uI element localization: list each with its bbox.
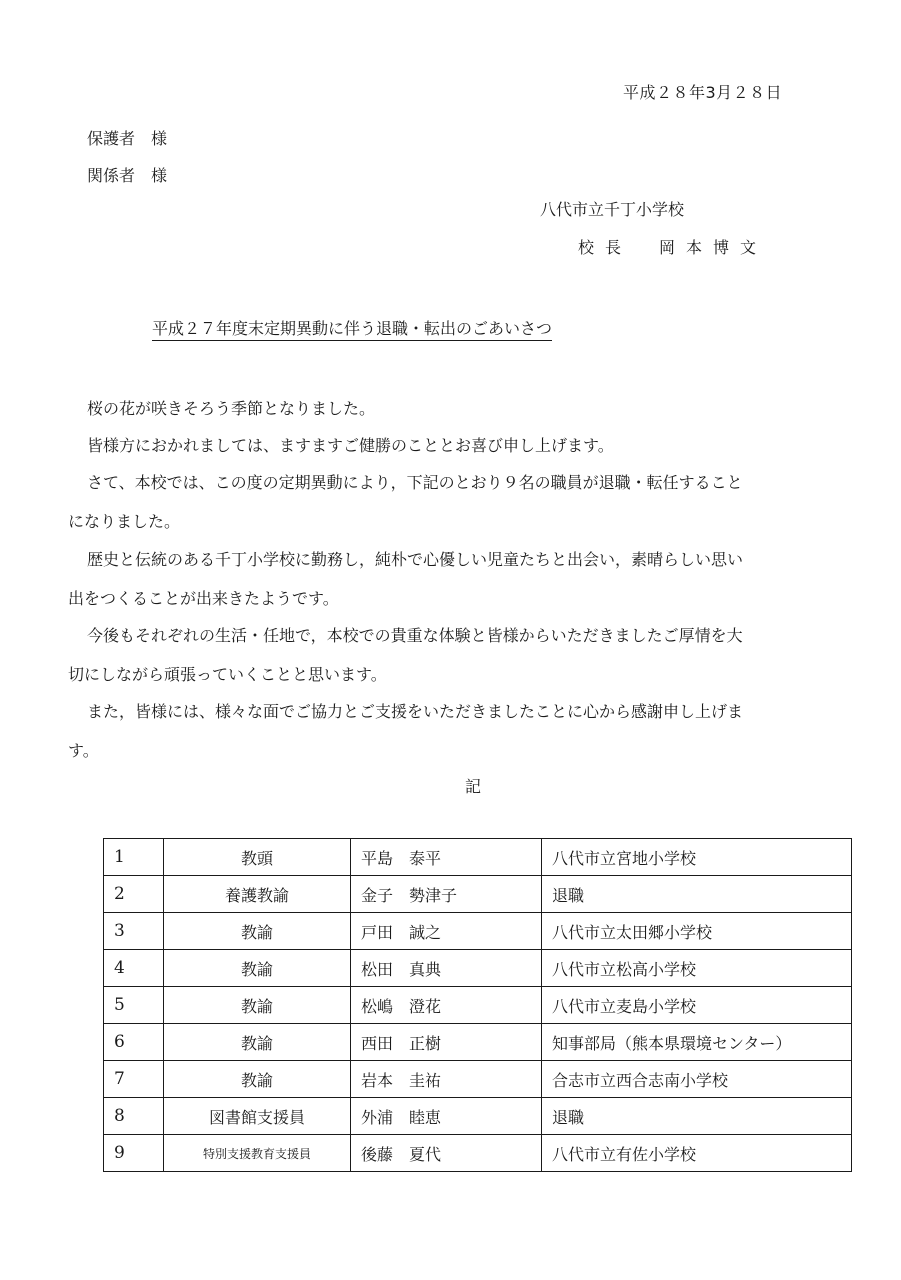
row-number: 2: [104, 876, 164, 913]
staff-role: 特別支援教育支援員: [164, 1135, 351, 1172]
row-number: 6: [104, 1024, 164, 1061]
staff-name: 松田 真典: [351, 950, 542, 987]
row-number: 8: [104, 1098, 164, 1135]
table-row: [104, 1024, 852, 1061]
table-row: [104, 987, 852, 1024]
staff-role: 教頭: [164, 839, 351, 876]
body-paragraph: 桜の花が咲きそろう季節となりました。: [87, 399, 376, 418]
sender-principal: 校長 岡本博文: [578, 238, 768, 257]
body-paragraph: さて、本校では、この度の定期異動により，下記のとおり９名の職員が退職・転任すること: [87, 473, 743, 492]
record-heading: 記: [465, 777, 482, 796]
sender-school: 八代市立千丁小学校: [540, 200, 685, 219]
staff-role: 教諭: [164, 987, 351, 1024]
table-row: [104, 839, 852, 876]
document-title: 平成２７年度末定期異動に伴う退職・転出のごあいさつ: [152, 316, 552, 341]
staff-name: 外浦 睦恵: [351, 1098, 542, 1135]
row-number: 1: [104, 839, 164, 876]
body-paragraph: また，皆様には、様々な面でご協力とご支援をいただきましたことに心から感謝申し上げま: [87, 702, 744, 721]
staff-destination: 知事部局（熊本県環境センター）: [542, 1024, 852, 1061]
row-number: 7: [104, 1061, 164, 1098]
staff-name: 松嶋 澄花: [351, 987, 542, 1024]
staff-destination: 退職: [542, 876, 852, 913]
staff-name: 後藤 夏代: [351, 1135, 542, 1172]
row-number: 9: [104, 1135, 164, 1172]
staff-destination: 退職: [542, 1098, 852, 1135]
table-row: [104, 876, 852, 913]
staff-name: 戸田 誠之: [351, 913, 542, 950]
staff-role: 教諭: [164, 1024, 351, 1061]
body-paragraph: になりました。: [68, 512, 181, 531]
table-row: [104, 1061, 852, 1098]
table-row: [104, 950, 852, 987]
staff-destination: 八代市立宮地小学校: [542, 839, 852, 876]
table-row: [104, 1135, 852, 1172]
staff-name: 金子 勢津子: [351, 876, 542, 913]
body-paragraph: 皆様方におかれましては、ますますご健勝のこととお喜び申し上げます。: [87, 436, 614, 455]
staff-destination: 合志市立西合志南小学校: [542, 1061, 852, 1098]
document-date: 平成２８年3月２８日: [623, 83, 783, 102]
body-paragraph: 今後もそれぞれの生活・任地で，本校での貴重な体験と皆様からいただきましたご厚情を大: [87, 626, 743, 645]
staff-name: 平島 泰平: [351, 839, 542, 876]
staff-role: 教諭: [164, 950, 351, 987]
row-number: 5: [104, 987, 164, 1024]
staff-name: 西田 正樹: [351, 1024, 542, 1061]
staff-role: 図書館支援員: [164, 1098, 351, 1135]
table-row: [104, 913, 852, 950]
addressee-guardians: 保護者 様: [87, 129, 168, 148]
staff-destination: 八代市立松高小学校: [542, 950, 852, 987]
row-number: 4: [104, 950, 164, 987]
row-number: 3: [104, 913, 164, 950]
body-paragraph: 歴史と伝統のある千丁小学校に勤務し，純朴で心優しい児童たちと出会い，素晴らしい思い: [87, 550, 744, 569]
body-paragraph: す。: [68, 741, 99, 760]
staff-role: 養護教諭: [164, 876, 351, 913]
addressee-related-parties: 関係者 様: [87, 166, 168, 185]
staff-role: 教諭: [164, 1061, 351, 1098]
staff-destination: 八代市立麦島小学校: [542, 987, 852, 1024]
staff-role: 教諭: [164, 913, 351, 950]
staff-name: 岩本 圭祐: [351, 1061, 542, 1098]
body-paragraph: 出をつくることが出来きたようです。: [68, 589, 339, 608]
table-row: [104, 1098, 852, 1135]
staff-transfer-table: [103, 838, 852, 1172]
staff-destination: 八代市立太田郷小学校: [542, 913, 852, 950]
staff-destination: 八代市立有佐小学校: [542, 1135, 852, 1172]
body-paragraph: 切にしながら頑張っていくことと思います。: [68, 665, 387, 684]
